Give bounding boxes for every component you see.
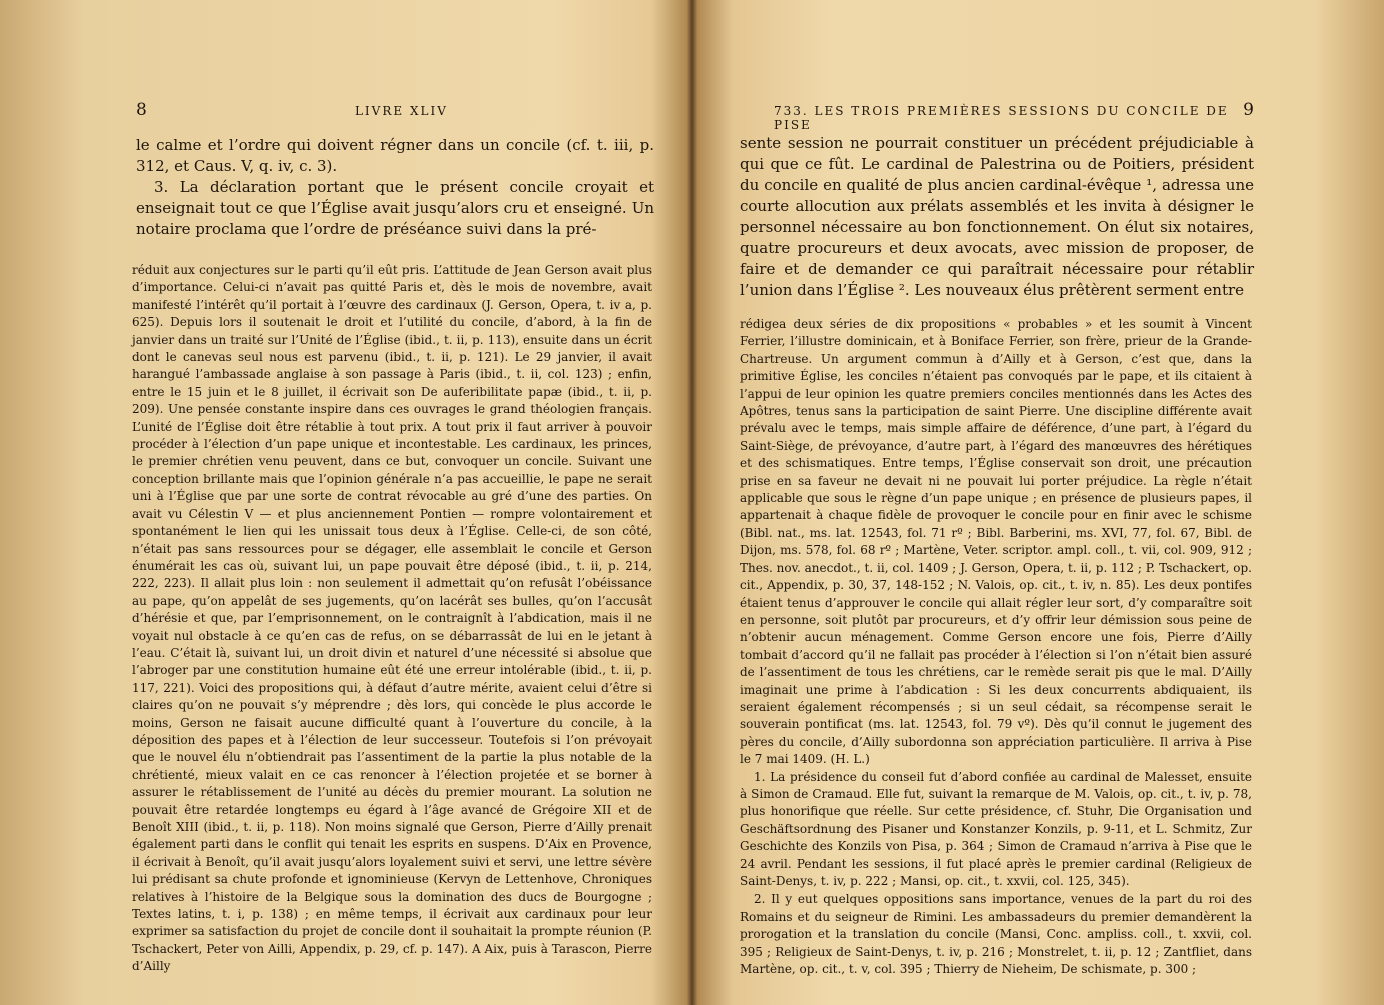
left-folio: 8: [136, 100, 147, 120]
right-folio: 9: [1243, 100, 1254, 120]
right-running-head: [774, 100, 1254, 132]
left-main-text: [136, 135, 654, 240]
right-footnote-2: 2. Il y eut quelques oppositions sans importance, venues de la part du roi des Romains et du seigneur de Rimini. Les ambassadeurs du premier demandèrent la prorogation et la translation du concile (Mansi, Conc. ampliss. coll., t. xxvii, col. 395 ; Religieux de Saint-Denys, t. iv, p. 216 ; Monstrelet, t. ii, p. 12 ; Zantfliet, dans Martène, op. cit., t. v, col. 395 ; Thierry de Nieheim, De schismate, p. 300 ;: [740, 892, 1252, 977]
left-footnote-text: réduit aux conjectures sur le parti qu’il eût pris. L’attitude de Jean Gerson avait plus d’importance. Celui-ci n’avait pas quitté Paris et, dès le mois de novembre, avait manifesté l’intérêt qu’il portait à l’œuvre des cardinaux (J. Gerson, Opera, t. iv a, p. 625). Depuis lors il soutenait le droit et l’utilité du concile, d’abord, à la fin de janvier dans un traité sur l’Unité de l’Église (ibid., t. ii, p. 113), ensuite dans un écrit dont le canevas seul nous est parvenu (ibid., t. ii, p. 121). Le 29 janvier, il avait harangué l’ambassade anglaise à son passage à Paris (ibid., t. ii, col. 123) ; enfin, entre le 15 juin et le 8 juillet, il écrivait son De auferibilitate papæ (ibid., t. ii, p. 209). Une pensée constante inspire dans ces ouvrages le grand théologien français. L’unité de l’Église doit être rétablie à tout prix. A tout prix il faut arriver à pouvoir procéder à l’élection d’un pape unique et incontestable. Les cardinaux, les princes, le premier chrétien venu peuvent, dans ce but, convoquer un concile. Suivant une conception brillante mais que l’opinion générale n’a pas accueillie, le pape ne serait uni à l’Église que par une sorte de contrat révocable au gré d’une des parties. On avait vu Célestin V — et plus anciennement Pontien — rompre volontairement et spontanément le lien qui les unissait tous deux à l’Église. Celle-ci, de son côté, n’était pas sans ressources pour se dégager, elle assemblait le concile et Gerson énumérait les cas où, suivant lui, un pape pouvait être déposé (ibid., t. ii, p. 214, 222, 223). Il allait plus loin : non seulement il admettait qu’on refusât l’obéissance au pape, qu’on appelât de ses jugements, qu’on lacérât ses bulles, qu’on l’accusât d’hérésie et que, par l’emprisonnement, on le contraignît à l’abdication, mais il ne voyait nul obstacle à ce qu’en cas de refus, on se débarrassât de lui en le jetant à l’eau. C’était là, suivant lui, un droit divin et naturel d’une nécessité si absolue que l’abroger par une constitution humaine eût été une erreur intolérable (ibid., t. ii, p. 117, 221). Voici des propositions qui, à défaut d’autre mérite, avaient celui d’être si claires qu’on ne pouvait s’y méprendre ; dès lors, qui concède le plus accorde le moins, Gerson ne faisait aucune difficulté quant à l’ouverture du concile, à la déposition des papes et à l’élection de leur successeur. Toutefois si l’on prévoyait que le nouvel élu n’obtiendrait pas l’assentiment de la partie la plus notable de la chrétienté, mieux valait en ce cas renoncer à l’élection projetée et se borner à assurer le rétablissement de l’unité au décès du premier mourant. La solution ne pouvait être retardée longtemps eu égard à l’âge avancé de Grégoire XII et de Benoît XIII (ibid., t. ii, p. 118). Non moins signalé que Gerson, Pierre d’Ailly prenait également parti dans le conflit qui tenait les esprits en suspens. D’Aix en Provence, il écrivait à Benoît, qu’il avait jusqu’alors loyalement suivi et servi, une lettre sévère lui prédisant sa chute profonde et ignominieuse (Kervyn de Lettenhove, Chroniques relatives à l’histoire de la Belgique sous la domination des ducs de Bourgogne ; Textes latins, t. i, p. 138) ; en même temps, il écrivait aux cardinaux pour leur exprimer sa satisfaction du projet de concile dont il souhaitait la prompte réunion (P. Tschackert, Peter von Ailli, Appendix, p. 29, cf. p. 147). A Aix, puis à Tarascon, Pierre d’Ailly: [132, 263, 652, 974]
left-page: [0, 0, 690, 1005]
right-page: [694, 0, 1384, 1005]
right-main-paragraph: sente session ne pourrait constituer un précédent préjudiciable à qui que ce fût. Le cardinal de Palestrina ou de Poitiers, président du concile en qualité de plus ancien cardinal-évêque ¹, adressa une courte allocution aux prélats assemblés et les invita à désigner le personnel nécessaire au bon fonctionnement. On élut six notaires, quatre procureurs et deux avocats, avec mission de proposer, de faire et de demander ce qui paraîtrait nécessaire pour rétablir l’union dans l’Église ². Les nouveaux élus prêtèrent serment entre: [740, 134, 1254, 299]
left-footnotes: [132, 262, 652, 976]
left-main-paragraph: 3. La déclaration portant que le présent concile croyait et enseignait tout ce que l’Église avait jusqu’alors cru et enseigné. Un notaire proclama que l’ordre de préséance suivi dans la pré-: [136, 178, 654, 238]
right-footnote-continued: rédigea deux séries de dix propositions « probables » et les soumit à Vincent Ferrier, l’illustre dominicain, et à Boniface Ferrier, son frère, prieur de la Grande-Chartreuse. Un argument commun à d’Ailly et à Gerson, c’est que, dans la primitive Église, les conciles n’étaient pas convoqués par le pape, et ils citaient à l’appui de leur opinion les quatre premiers conciles mentionnés dans les Actes des Apôtres, tenus sans la participation de saint Pierre. Une discipline différente avait prévalu avec le temps, mais simple affaire de déférence, d’une part, à l’égard du Saint-Siège, de prévoyance, d’autre part, à l’égard des manœuvres des hérétiques et des schismatiques. Entre temps, l’Église conservait son droit, une précaution prise en sa faveur ne devait ni ne pouvait lui porter préjudice. La règle n’était applicable que sous le règne d’un pape unique ; en présence de plusieurs papes, il appartenait à chaque fidèle de provoquer le concile pour en finir avec le schisme (Bibl. nat., ms. lat. 12543, fol. 71 rº ; Bibl. Barberini, ms. XVI, 77, fol. 67, Bibl. de Dijon, ms. 578, fol. 68 rº ; Martène, Veter. scriptor. ampl. coll., t. vii, col. 909, 912 ; Thes. nov. anecdot., t. ii, col. 1409 ; J. Gerson, Opera, t. ii, p. 112 ; P. Tschackert, op. cit., Appendix, p. 30, 37, 148-152 ; N. Valois, op. cit., t. iv, n. 85). Les deux pontifes étaient tenus d’approuver le concile qui allait régler leur sort, d’y comparaître soit en personne, soit plutôt par procureurs, et d’y offrir leur démission sous peine de n’obtenir aucun ménagement. Comme Gerson encore une fois, Pierre d’Ailly tombait d’accord qu’il ne fallait pas procéder à l’élection si l’on n’était bien assuré de l’assentiment de tous les chrétiens, car le remède serait pis que le mal. D’Ailly imaginait une prime à l’abdication : Si les deux concurrents abdiquaient, ils seraient également récompensés ; si un seul cédait, sa récompense serait le souverain pontificat (ms. lat. 12543, fol. 79 vº). Dès qu’il connut le jugement des pères du concile, d’Ailly subordonna son appréciation particulière. Il arriva à Pise le 7 mai 1409. (H. L.): [740, 317, 1252, 767]
right-main-text: [740, 133, 1254, 301]
left-running-title: LIVRE XLIV: [354, 104, 448, 118]
left-running-head: [136, 100, 656, 120]
left-main-paragraph: le calme et l’ordre qui doivent régner dans un concile (cf. t. iii, p. 312, et Caus. V, q. iv, c. 3).: [136, 136, 654, 175]
right-running-title: 733. LES TROIS PREMIÈRES SESSIONS DU CONCILE DE PISE: [774, 104, 1229, 132]
right-footnote-1: 1. La présidence du conseil fut d’abord confiée au cardinal de Malesset, ensuite à Simon de Cramaud. Elle fut, suivant la remarque de M. Valois, op. cit., t. iv, p. 78, plus honorifique que réelle. Sur cette présidence, cf. Stuhr, Die Organisation und Geschäftsordnung des Pisaner und Konstanzer Konzils, p. 9-11, et L. Schmitz, Zur Geschichte des Konzils von Pisa, p. 364 ; Simon de Cramaud n’arriva à Pise que le 24 avril. Pendant les sessions, il fut placé après le premier cardinal (Religieux de Saint-Denys, t. iv, p. 222 ; Mansi, op. cit., t. xxvii, col. 125, 345).: [740, 769, 1252, 888]
right-footnotes: [740, 316, 1252, 978]
